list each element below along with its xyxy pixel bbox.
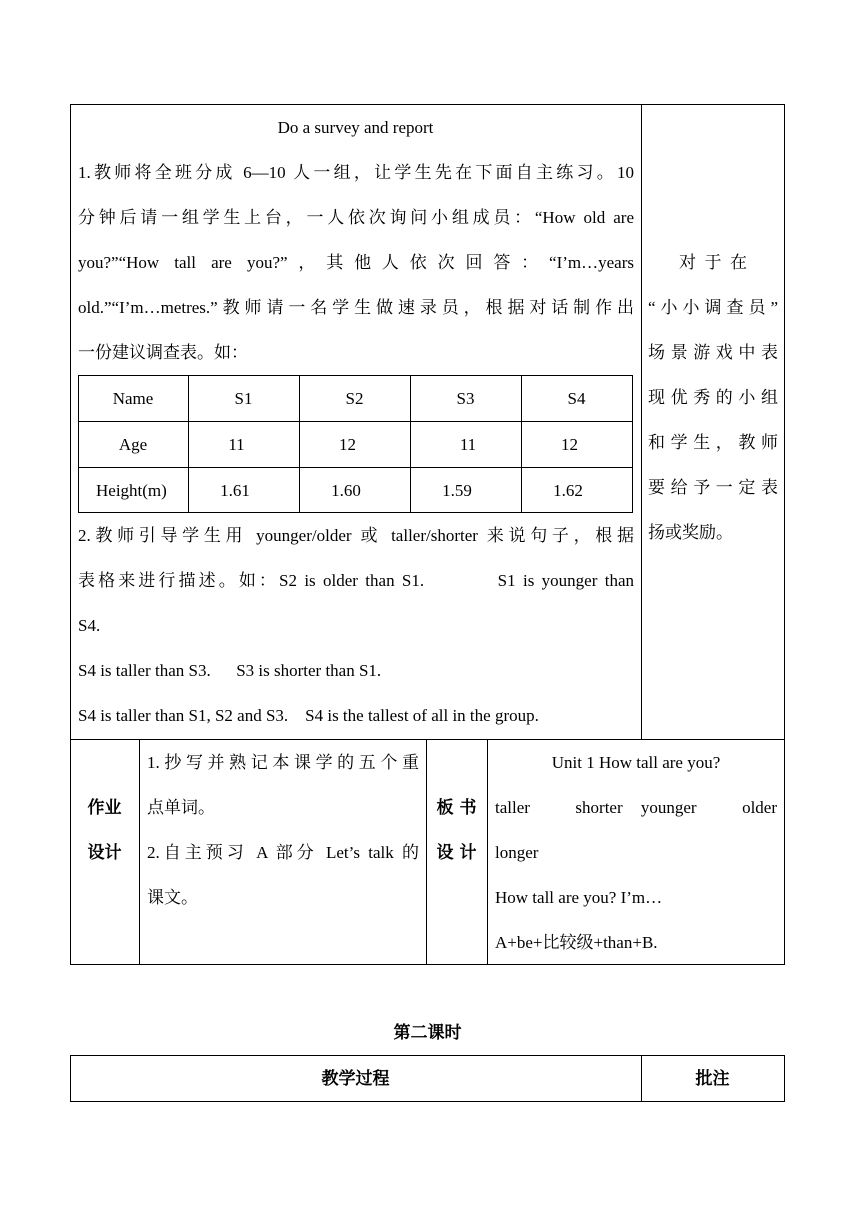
table-header-s3: S3 bbox=[456, 389, 475, 408]
note-line-3: 场景游戏中表 bbox=[648, 343, 778, 362]
survey-title: Do a survey and report bbox=[277, 118, 434, 137]
step1-line-5: 一份建议调查表。如： bbox=[78, 343, 248, 362]
note-line-7: 扬或奖励。 bbox=[648, 523, 733, 542]
homework-line-3: 2.自主预习 A 部分 Let’s talk 的 bbox=[147, 843, 419, 862]
survey-table-border-row2 bbox=[78, 467, 633, 468]
survey-table-border-row1 bbox=[78, 421, 633, 422]
section-divider bbox=[70, 739, 785, 740]
homework-line-4: 课文。 bbox=[147, 888, 198, 907]
step2-line-5: S4 is taller than S1, S2 and S3. S4 is the tallest of all in the group. bbox=[78, 706, 539, 725]
note-line-2: “小小调查员” bbox=[648, 298, 778, 317]
step1-line-4: old.”“I’m…metres.”教师请一名学生做速录员，根据对话制作出 bbox=[78, 298, 634, 317]
table-cell-height-s3: 1.59 bbox=[442, 481, 472, 500]
table-cell-age-label: Age bbox=[118, 435, 148, 454]
board-label-line-1: 板 书 bbox=[436, 798, 477, 818]
homework-label-line-1: 作业 bbox=[87, 798, 122, 818]
board-line-2: taller shorter younger older bbox=[495, 798, 777, 817]
table-header-name: Name bbox=[112, 389, 154, 408]
board-label-divider bbox=[487, 739, 488, 965]
step1-line-2: 分钟后请一组学生上台，一人依次询问小组成员：“How old are bbox=[78, 208, 634, 227]
table-cell-height-s4: 1.62 bbox=[553, 481, 583, 500]
step1-line-1: 1.教师将全班分成 6—10 人一组，让学生先在下面自主练习。10 bbox=[78, 163, 634, 182]
homework-label-divider bbox=[139, 739, 140, 965]
survey-table-border-bottom bbox=[78, 512, 633, 513]
note-line-6: 要给予一定表 bbox=[648, 478, 778, 497]
teaching-process-header: 教学过程 bbox=[321, 1069, 390, 1089]
board-line-3: longer bbox=[495, 843, 539, 862]
table-cell-height-s1: 1.61 bbox=[220, 481, 250, 500]
table-header-s2: S2 bbox=[345, 389, 364, 408]
process-table-right-border bbox=[784, 1055, 785, 1102]
note-line-4: 现优秀的小组 bbox=[648, 388, 778, 407]
note-line-1: 对 于 在 bbox=[679, 253, 747, 272]
homework-line-1: 1.抄写并熟记本课学的五个重 bbox=[147, 753, 419, 772]
process-table-bottom-border bbox=[70, 1101, 785, 1102]
note-line-5: 和学生，教师 bbox=[648, 433, 778, 452]
board-label-line-2: 设 计 bbox=[436, 843, 477, 863]
step2-line-2: 表格来进行描述。如：S2 is older than S1. S1 is younger than bbox=[78, 571, 634, 590]
notes-column-divider bbox=[641, 104, 642, 740]
process-table-top-border bbox=[70, 1055, 785, 1056]
board-line-4: How tall are you? I’m… bbox=[495, 888, 663, 907]
second-lesson-heading: 第二课时 bbox=[393, 1023, 462, 1043]
table-cell-height-s2: 1.60 bbox=[331, 481, 361, 500]
table-header-s1: S1 bbox=[234, 389, 253, 408]
table-cell-age-s1: 11 bbox=[228, 435, 245, 454]
table-cell-height-label: Height(m) bbox=[96, 481, 167, 500]
outer-table-bottom-border bbox=[70, 964, 785, 965]
table-cell-age-s4: 12 bbox=[561, 435, 578, 454]
table-cell-age-s2: 12 bbox=[339, 435, 356, 454]
board-line-1: Unit 1 How tall are you? bbox=[551, 753, 721, 772]
table-cell-age-s3: 11 bbox=[459, 435, 477, 454]
step2-line-4: S4 is taller than S3. S3 is shorter than S1. bbox=[78, 661, 382, 680]
survey-table-border-top bbox=[78, 375, 633, 376]
board-line-5: A+be+比较级+than+B. bbox=[495, 933, 658, 952]
outer-table-left-border bbox=[70, 104, 71, 965]
homework-label-line-2: 设计 bbox=[87, 843, 122, 863]
annotation-header: 批注 bbox=[695, 1069, 730, 1089]
homework-line-2: 点单词。 bbox=[147, 798, 215, 817]
step1-line-3: you?”“How tall are you?”，其他人依次回答：“I’m…years bbox=[78, 253, 634, 272]
outer-table-top-border bbox=[70, 104, 785, 105]
outer-table-right-border bbox=[784, 104, 785, 965]
table-header-s4: S4 bbox=[567, 389, 586, 408]
step2-line-1: 2.教师引导学生用 younger/older 或 taller/shorter 来说句子，根据 bbox=[78, 526, 634, 545]
survey-table-col-border-5 bbox=[632, 375, 633, 513]
step2-line-3: S4. bbox=[78, 616, 101, 635]
